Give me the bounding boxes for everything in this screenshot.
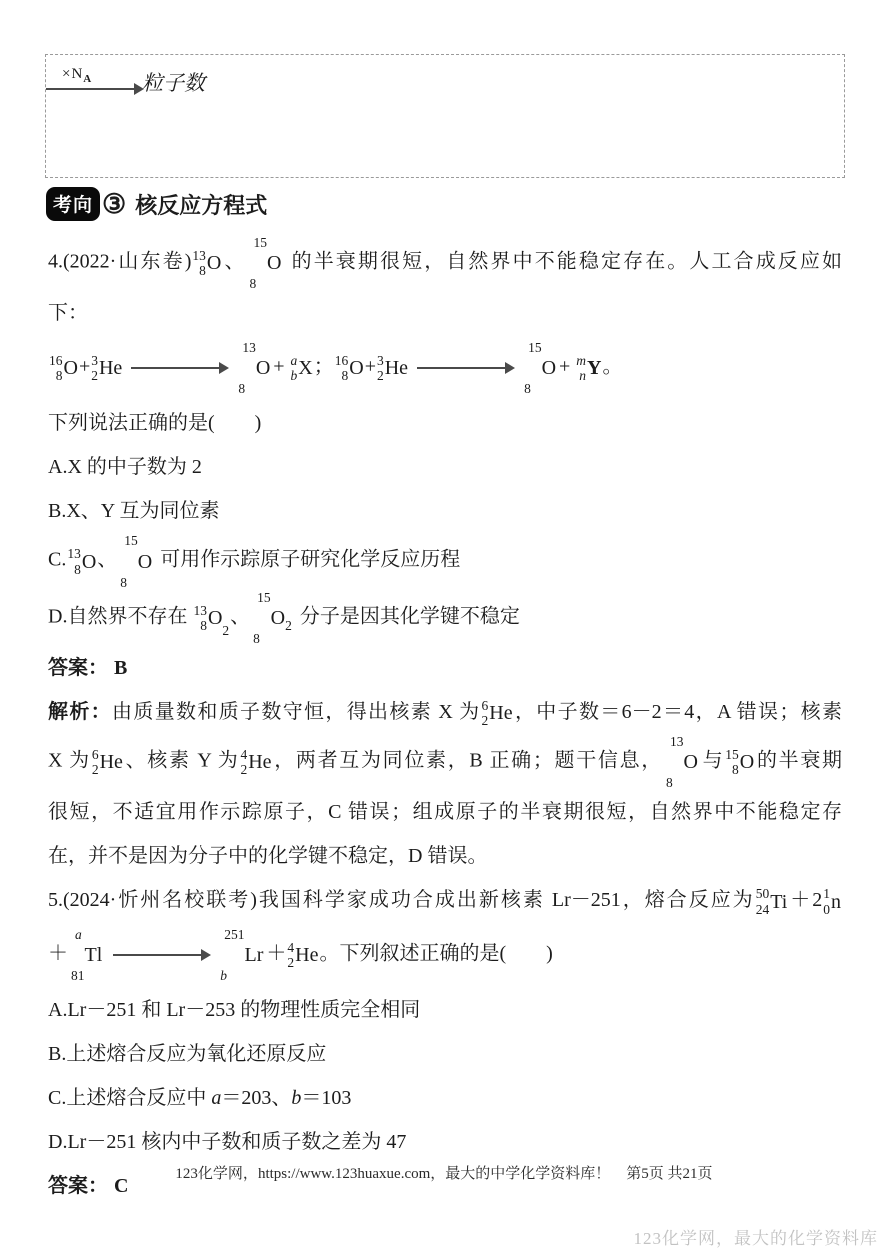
isotope-notation: 13 8 O (192, 248, 222, 279)
reaction-arrow-icon (131, 367, 227, 369)
isotope-notation: 251 Lr b (220, 927, 264, 984)
isotope-notation: 15 O 8 (524, 340, 557, 397)
scripts: 4 2 (240, 746, 248, 777)
text-run: 、 (230, 605, 251, 628)
footer-site-prefix: 123化学网， (175, 1166, 258, 1182)
page-footer (0, 1162, 888, 1183)
reaction-arrow-icon (417, 367, 513, 369)
scripts: 50 24 (755, 886, 770, 917)
isotope-notation: 13 O 8 (238, 340, 271, 397)
q4-analysis-line1 (48, 690, 842, 734)
scripts: 13 8 (192, 248, 206, 279)
text-run: 很短，不适宜用作示踪原子，C 错误；组成原子的半衰期很短，自然界中不能稳定存 (48, 801, 842, 824)
q4-option-c (48, 533, 842, 589)
scripts: 15 8 (725, 746, 739, 777)
text-run: ＝203、 (221, 1087, 292, 1110)
q5-stem-line1 (48, 878, 842, 922)
answer-value: C (114, 1175, 129, 1198)
q4-analysis-line2 (48, 734, 842, 790)
scripts: 16 8 (334, 353, 349, 384)
text-run: ＋2 (788, 889, 823, 912)
footer-url[interactable]: https://www.123huaxue.com (257, 1166, 431, 1182)
scripts: 4 2 (287, 940, 295, 971)
answer-label: 答案： (48, 1175, 108, 1198)
q4-option-a (48, 445, 842, 489)
particle-count-label: 粒子数 (142, 71, 205, 95)
text-run: 、 (97, 549, 118, 572)
section-title: 核反应方程式 (135, 192, 268, 218)
text-run: ，中子数＝6－2＝4，A 错误；核素 (513, 700, 843, 723)
right-arrow-icon (46, 88, 142, 90)
multiply-na-label (46, 67, 142, 85)
scripts: 3 2 (376, 353, 384, 384)
variable: b (291, 1087, 302, 1110)
text-run: 分子是因其化学键不稳定 (294, 605, 520, 628)
isotope-notation: m n Y (576, 353, 602, 384)
text-run: ＝103 (301, 1087, 352, 1110)
isotope-notation: 13 8 O 2 (193, 602, 230, 638)
multiply-na-arrow (46, 67, 142, 90)
answer-value: B (114, 656, 128, 679)
text-run: 、核素 Y 为 (123, 749, 240, 772)
q5-option-b (48, 1032, 842, 1076)
q4-stem-line2 (48, 291, 842, 335)
isotope-notation: 13 O 8 (665, 733, 698, 790)
page-number: 第5页 共21页 (626, 1166, 713, 1182)
isotope-notation: 6 2 He (91, 746, 123, 777)
text-run: X 为 (48, 749, 91, 772)
scripts: 13 8 (67, 546, 81, 577)
scripts: a b (290, 353, 298, 384)
text-run: ； (313, 355, 334, 378)
text-run: 下： (48, 302, 88, 325)
q4-stem-line1 (48, 235, 842, 291)
isotope-notation: 4 2 He (240, 746, 272, 777)
text-run: D.自然界不存在 (48, 605, 193, 628)
q5-stem-line2 (48, 922, 842, 988)
text-run: ＋ (48, 942, 68, 965)
text-run: ，两者互为同位素，B 正确；题干信息， (272, 749, 663, 772)
text-run: B.X、Y 互为同位素 (48, 500, 220, 523)
q5-option-c (48, 1076, 842, 1120)
q5-option-a (48, 988, 842, 1032)
text-run: ＋ (266, 942, 287, 965)
text-run: 。 (602, 355, 623, 378)
conversion-arrow-row (46, 60, 844, 95)
answer-label: 答案： (48, 656, 108, 679)
scripts: 16 8 (49, 353, 63, 384)
isotope-notation: 15 8 O (725, 746, 755, 777)
isotope-notation: 16 8 O (49, 353, 78, 384)
isotope-notation: a b X (290, 353, 313, 384)
text-run: + (559, 355, 576, 378)
isotope-notation: 3 2 He (91, 353, 123, 384)
q4-equation (48, 335, 842, 401)
q4-prompt (48, 401, 842, 445)
q4-option-b (48, 489, 842, 533)
isotope-notation: 16 8 O (334, 353, 364, 384)
text-run: A.X 的中子数为 2 (48, 456, 202, 479)
scripts: 6 2 (481, 698, 489, 729)
text-run: B.上述熔合反应为氧化还原反应 (48, 1043, 327, 1066)
text-run: 由质量数和质子数守恒，得出核素 X 为 (112, 700, 481, 723)
section-number-icon: ③ (102, 188, 127, 219)
q4-analysis-line3 (48, 790, 842, 834)
text-run: + (78, 355, 91, 378)
section-heading (46, 187, 842, 221)
text-run: 在，并不是因为分子中的化学键不稳定，D 错误。 (48, 845, 488, 868)
text-run: 下列说法正确的是( ) (48, 412, 262, 435)
text-run: 4.(2022·山东卷) (48, 250, 192, 273)
q4-analysis-line4 (48, 834, 842, 878)
text-run: + (273, 355, 290, 378)
isotope-notation: 15 O 8 (120, 533, 153, 590)
text-run: 的半衰期很短，自然界中不能稳定存在。人工合成反应如 (284, 250, 843, 273)
text-run: 。下列叙述正确的是( ) (319, 942, 553, 965)
scripts: m n (576, 353, 587, 384)
isotope-notation: 50 24 Ti (755, 886, 788, 917)
text-run: C. (48, 549, 67, 572)
text-run: 、 (222, 250, 247, 273)
scripts: 13 8 (193, 602, 207, 633)
q4-answer-line (48, 646, 842, 690)
text-run: A.Lr－251 和 Lr－253 的物理性质完全相同 (48, 999, 421, 1022)
isotope-notation: a Tl 81 (71, 927, 103, 984)
section-badge: 考向 (46, 187, 100, 221)
isotope-notation: 6 2 He (481, 698, 513, 729)
diagram-box (45, 54, 845, 178)
q4-option-d (48, 590, 842, 646)
isotope-notation: 15 O 8 2 (253, 589, 292, 646)
text-run: 与 (700, 749, 725, 772)
watermark: 123化学网，最大的化学资料库 (633, 1229, 878, 1248)
text-run: 5.(2024·忻州名校联考)我国科学家成功合成出新核素 Lr－251，熔合反应为 (48, 889, 755, 912)
text-run: C.上述熔合反应中 (48, 1087, 212, 1110)
text-run: 可用作示踪原子研究化学反应历程 (155, 549, 461, 572)
isotope-notation: 4 2 He (287, 940, 319, 971)
q5-option-d (48, 1120, 842, 1164)
scripts: 3 2 (91, 353, 98, 384)
factor-text: ×N (62, 66, 84, 82)
text-run: D.Lr－251 核内中子数和质子数之差为 47 (48, 1131, 407, 1154)
bold-text: 解析： (48, 700, 113, 723)
footer-site-suffix: ，最大的中学化学资料库！ (430, 1166, 611, 1182)
isotope-notation: 15 O 8 (249, 235, 282, 292)
isotope-notation: 3 2 He (376, 353, 409, 384)
isotope-notation: 1 0 n (823, 886, 842, 917)
text-run: + (364, 355, 376, 378)
text-run: 的半衰期 (755, 749, 843, 772)
factor-subscript: A (83, 73, 93, 85)
scripts: 6 2 (91, 746, 99, 777)
scripts: 1 0 (823, 886, 831, 917)
reaction-arrow-icon (113, 954, 209, 956)
isotope-notation: 13 8 O (67, 546, 97, 577)
variable: a (211, 1087, 222, 1110)
